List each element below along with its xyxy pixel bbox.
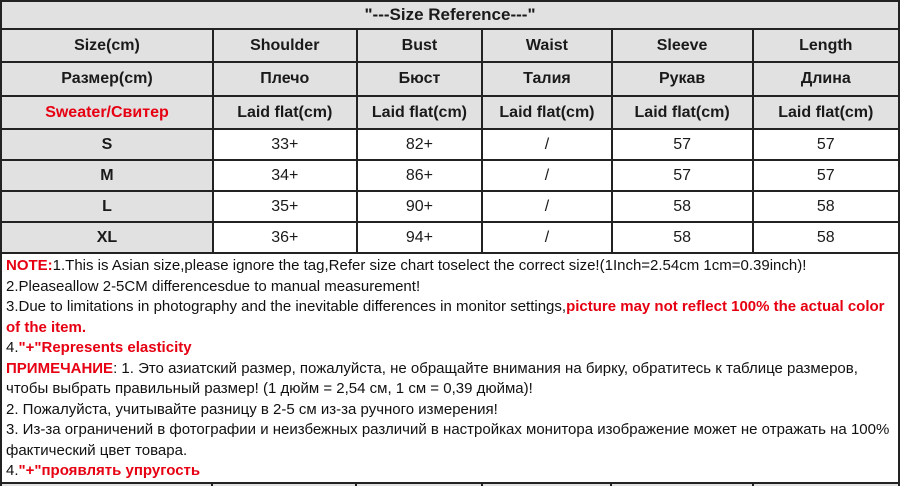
header-row-en [1,29,899,62]
cell-s-length: 57 [753,129,899,160]
laid-flat-label: Laid flat(cm) [612,96,753,129]
note-en-2: 2.Pleaseallow 2-5CM differencesdue to manual measurement! [6,277,421,295]
header-cell-bust-ru: Бюст [357,62,483,96]
note-en-4-num: 4. [6,339,19,356]
cell-s-bust: 82+ [357,129,483,160]
notes-block [6,256,896,482]
note-ru-4 [6,461,896,482]
laid-flat-label: Laid flat(cm) [357,96,483,129]
laid-flat-label: Laid flat(cm) [482,96,611,129]
table-row-xl [1,222,899,253]
cell-l-waist: / [482,191,611,222]
cell-s-waist: / [482,129,611,160]
laid-flat-label: Laid flat(cm) [753,96,899,129]
cell-s-shoulder: 33+ [213,129,357,160]
note-ru-2: 2. Пожалуйста, учитывайте разницу в 2-5 см из-за ручного измерения! [6,400,498,418]
cell-xl-bust: 94+ [357,222,483,253]
table-row-m [1,160,899,191]
cell-m-waist: / [482,160,611,191]
header-cell-bust: Bust [357,29,483,62]
product-row [1,96,899,129]
cell-l-length: 58 [753,191,899,222]
note-ru-3: 3. Из-за ограничений в фотографии и неизбежных различий в настройках монитора изображение может не отражать на 100% фактический цвет товара. [6,421,890,459]
header-cell-shoulder: Shoulder [213,29,357,62]
header-cell-shoulder-ru: Плечо [213,62,357,96]
cell-xl-sleeve: 58 [612,222,753,253]
size-label-s: S [1,129,213,160]
note-en-3-text: 3.Due to limitations in photography and the inevitable differences in monitor settings, [6,298,567,315]
note-en-label: NOTE: [6,257,53,274]
cell-m-sleeve: 57 [612,160,753,191]
note-ru-1 [6,359,896,400]
header-cell-length: Length [753,29,899,62]
header-cell-waist: Waist [482,29,611,62]
cell-m-length: 57 [753,160,899,191]
laid-flat-label: Laid flat(cm) [213,96,357,129]
header-cell-sleeve: Sleeve [612,29,753,62]
cell-s-sleeve: 57 [612,129,753,160]
size-label-xl: XL [1,222,213,253]
note-ru-label: ПРИМЕЧАНИЕ [6,359,114,377]
header-cell-size: Size(cm) [1,29,213,62]
cell-m-shoulder: 34+ [213,160,357,191]
cell-m-bust: 86+ [357,160,483,191]
product-label: Sweater/Свитер [1,96,213,129]
header-cell-length-ru: Длина [753,62,899,96]
cell-xl-shoulder: 36+ [213,222,357,253]
header-row-ru [1,62,899,96]
cell-l-bust: 90+ [357,191,483,222]
table-row-s [1,129,899,160]
size-label-l: L [1,191,213,222]
note-ru-4-red: "+"проявлять упругость [18,462,201,479]
table-title: "---Size Reference---" [1,1,899,29]
header-cell-waist-ru: Талия [482,62,611,96]
note-en-4-red: "+"Represents elasticity [18,339,192,356]
note-en-1-text: 1.This is Asian size,please ignore the tag,Refer size chart toselect the correct size!(1Inch=2.54cm 1cm=0.39inch)! [52,257,807,274]
size-label-m: M [1,160,213,191]
cell-xl-waist: / [482,222,611,253]
note-ru-1-text: : 1. Это азиатский размер, пожалуйста, не обращайте внимания на бирку, обратитесь к таблице размеров, чтобы выбрать правильный размер! (1 дюйм = 2,54 см, 1 см = 0,39 дюйма)! [6,359,858,397]
cell-xl-length: 58 [753,222,899,253]
note-en-3 [6,297,896,338]
header-cell-size-ru: Размер(cm) [1,62,213,96]
table-row-l [1,191,899,222]
cell-l-sleeve: 58 [612,191,753,222]
header-cell-sleeve-ru: Рукав [612,62,753,96]
note-en-4 [6,338,896,359]
note-en-1 [6,256,896,277]
note-en-3-red: picture may not reflect 100% the actual color of the item. [6,298,885,336]
cell-l-shoulder: 35+ [213,191,357,222]
note-ru-4-num: 4. [6,462,19,479]
notes-row [1,253,899,483]
